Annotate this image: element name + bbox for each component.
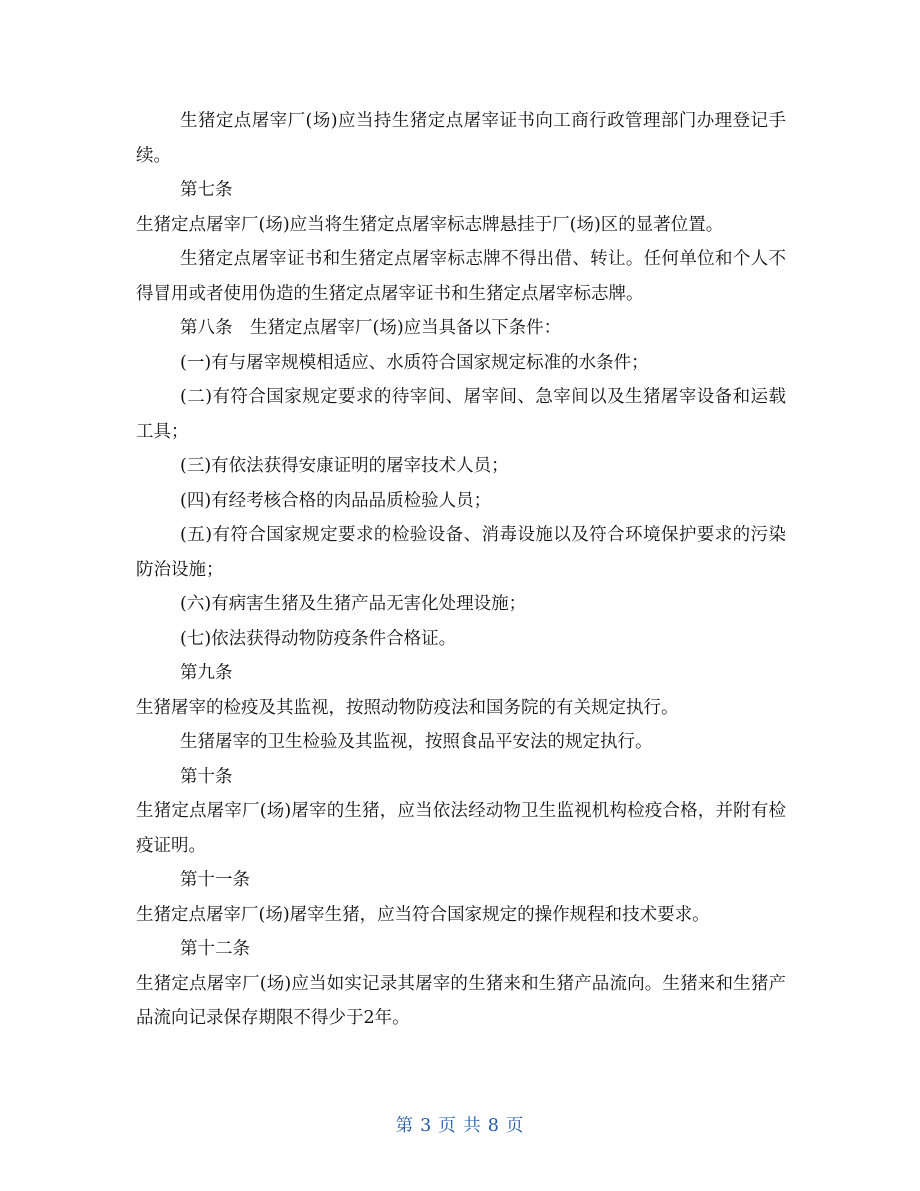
paragraph: (六)有病害生猪及生猪产品无害化处理设施； [180, 594, 527, 614]
footer-prefix: 第 [395, 1116, 415, 1136]
paragraph: 生猪定点屠宰厂(场)屠宰的生猪，应当依法经动物卫生监视机构检疫合格，并附有检疫证明。 [136, 801, 786, 856]
paragraph: 第九条 [180, 663, 233, 683]
paragraph: 生猪屠宰的卫生检验及其监视，按照食品平安法的规定执行。 [180, 732, 653, 752]
paragraph: 生猪定点屠宰厂(场)应当如实记录其屠宰的生猪来和生猪产品流向。生猪来和生猪产品流向记录保存期限不得少于2年。 [136, 973, 786, 1028]
footer-current-page: 3 [420, 1116, 433, 1136]
paragraph: 第十一条 [180, 870, 250, 890]
paragraph: 第十条 [180, 766, 233, 787]
paragraph: 第八条 生猪定点屠宰厂(场)应当具备以下条件： [180, 318, 562, 338]
paragraph: 生猪屠宰的检疫及其监视，按照动物防疫法和国务院的有关规定执行。 [136, 697, 679, 718]
footer-total-pages: 8 [487, 1116, 500, 1136]
page-footer [0, 1112, 920, 1137]
footer-middle: 页 共 [438, 1116, 482, 1136]
document-body [136, 104, 786, 1036]
paragraph: (七)依法获得动物防疫条件合格证。 [180, 628, 457, 649]
paragraph: 第七条 [180, 180, 233, 200]
paragraph: 生猪定点屠宰厂(场)应当将生猪定点屠宰标志牌悬挂于厂(场)区的显著位置。 [136, 214, 724, 235]
paragraph: 第十二条 [180, 939, 250, 959]
paragraph: (二)有符合国家规定要求的待宰间、屠宰间、急宰间以及生猪屠宰设备和运载工具； [136, 387, 786, 442]
paragraph: (五)有符合国家规定要求的检验设备、消毒设施以及符合环境保护要求的污染防治设施； [136, 525, 786, 580]
paragraph: 生猪定点屠宰厂(场)应当持生猪定点屠宰证书向工商行政管理部门办理登记手续。 [136, 111, 786, 166]
paragraph: 生猪定点屠宰厂(场)屠宰生猪，应当符合国家规定的操作规程和技术要求。 [136, 904, 710, 925]
paragraph: (三)有依法获得安康证明的屠宰技术人员； [180, 456, 509, 476]
footer-suffix: 页 [505, 1116, 525, 1136]
paragraph: (四)有经考核合格的肉品品质检验人员； [180, 490, 492, 511]
paragraph: (一)有与屠宰规模相适应、水质符合国家规定标准的水条件； [180, 352, 649, 373]
paragraph: 生猪定点屠宰证书和生猪定点屠宰标志牌不得出借、转让。任何单位和个人不得冒用或者使用伪造的生猪定点屠宰证书和生猪定点屠宰标志牌。 [136, 249, 786, 304]
